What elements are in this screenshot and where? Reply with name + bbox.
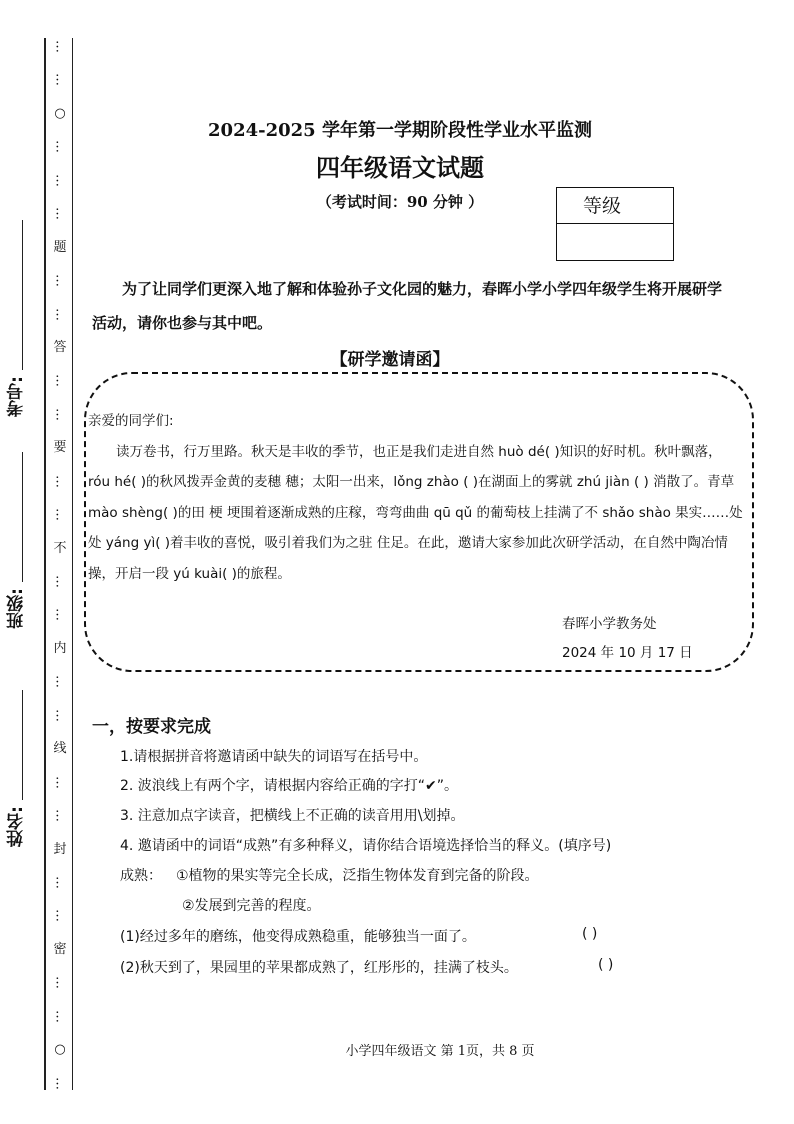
seal-char: 答 — [53, 339, 67, 355]
invitation-title: 【研学邀请函】 — [330, 350, 450, 370]
seal-char: … — [52, 274, 68, 288]
question1-item: 1.请根据拼音将邀请函中缺失的词语写在括号中。 — [120, 749, 428, 765]
letter-greeting: 亲爱的同学们: — [88, 413, 174, 429]
seal-char: … — [52, 374, 68, 388]
grade-label: 等级 — [557, 188, 673, 224]
question1-item: 3. 注意加点字读音，把横线上不正确的读音用用\划掉。 — [120, 808, 465, 824]
seal-char: ○ — [54, 1042, 66, 1058]
seal-char: … — [52, 140, 68, 154]
seal-char: 不 — [53, 540, 67, 556]
seal-char: … — [52, 608, 68, 622]
definition-2: ②发展到完善的程度。 — [182, 898, 321, 914]
name-underline — [22, 690, 23, 800]
name-label: 姓名: — [7, 806, 27, 847]
seal-char: … — [52, 474, 68, 488]
grade-field[interactable] — [557, 224, 673, 258]
question1-item: 2. 波浪线上有两个字，请根据内容给正确的字打“✔”。 — [120, 778, 459, 794]
seal-char: … — [52, 708, 68, 722]
answer-blank-1[interactable]: ( ) — [582, 926, 598, 942]
seal-line-text — [50, 40, 70, 1090]
seal-char: 线 — [53, 741, 67, 757]
seal-char: 封 — [53, 841, 67, 857]
exam-title: 2024-2025 学年第一学期阶段性学业水平监测 — [208, 120, 592, 141]
letter-body: 读万卷书，行万里路。秋天是丰收的季节，也正是我们走进自然 huò dé( )知识的好时机。秋叶飘落，róu hé( )的秋风拨弄金黄的麦穗 穗；太阳一出来，lǒng zhào ( )在湖面上的雾就 zhú jiàn ( ) 消散了。青草 mào shèng( )的田 梗 埂围着逐渐成熟的庄稼，弯弯曲曲 qū qǔ 的葡萄枝上挂满了不 shǎo shào 果实……处处 yáng yì( )着丰收的喜悦，吸引着我们为之驻 住足。在此，邀请大家参加此次研学活动，在自然中陶冶情操，开启一段 yú kuài( )的旅程。 — [88, 443, 743, 582]
seal-char: … — [52, 976, 68, 990]
seal-char: … — [52, 207, 68, 221]
seal-char: … — [52, 40, 68, 53]
sub-question-1: (1)经过多年的磨练，他变得成熟稳重，能够独当一面了。 — [120, 929, 476, 945]
exam-time: （考试时间：90 分钟 ） — [316, 193, 484, 211]
definition-label: 成熟： — [120, 868, 162, 884]
seal-char: 密 — [53, 941, 67, 957]
paper-title: 四年级语文试题 — [316, 153, 484, 182]
seal-char: … — [52, 508, 68, 522]
invitation-letter — [88, 406, 743, 589]
seal-char: … — [52, 575, 68, 588]
seal-char: … — [52, 909, 68, 923]
seal-char: 内 — [53, 640, 67, 656]
seal-char: … — [52, 809, 68, 823]
seal-char: … — [52, 73, 68, 87]
seal-char: 要 — [53, 440, 67, 456]
seal-char: ○ — [54, 105, 66, 121]
page-footer: 小学四年级语文 第 1页，共 8 页 — [345, 1044, 535, 1059]
seal-char: 题 — [53, 239, 67, 255]
seal-char: … — [52, 407, 68, 421]
seal-char: … — [52, 1009, 68, 1023]
class-label: 班级: — [7, 588, 27, 629]
seal-char: … — [52, 875, 68, 889]
definition-1: ①植物的果实等完全长成，泛指生物体发育到完备的阶段。 — [176, 868, 539, 884]
seal-char: … — [52, 1076, 68, 1090]
question1-item: 4. 邀请函中的词语“成熟”有多种释义，请你结合语境选择恰当的释义。(填序号) — [120, 838, 612, 854]
letter-signer: 春晖小学教务处 — [562, 616, 657, 632]
question1-heading: 一，按要求完成 — [92, 717, 211, 737]
seal-char: … — [52, 307, 68, 321]
letter-date: 2024 年 10 月 17 日 — [562, 645, 693, 661]
intro-paragraph: 为了让同学们更深入地了解和体验孙子文化园的魅力，春晖小学小学四年级学生将开展研学活动，请你也参与其中吧。 — [92, 280, 723, 332]
seal-char: … — [52, 173, 68, 187]
answer-blank-2[interactable]: ( ) — [598, 957, 614, 973]
binding-line-outer — [44, 38, 46, 1090]
binding-line-inner — [72, 38, 73, 1090]
exam-no-label: 考号: — [7, 376, 27, 417]
sub-question-2: (2)秋天到了，果园里的苹果都成熟了，红彤彤的，挂满了枝头。 — [120, 960, 518, 976]
seal-char: … — [52, 775, 68, 789]
class-underline — [22, 452, 23, 582]
grade-box — [556, 187, 674, 261]
seal-char: … — [52, 675, 68, 689]
exam-no-underline — [22, 220, 23, 370]
